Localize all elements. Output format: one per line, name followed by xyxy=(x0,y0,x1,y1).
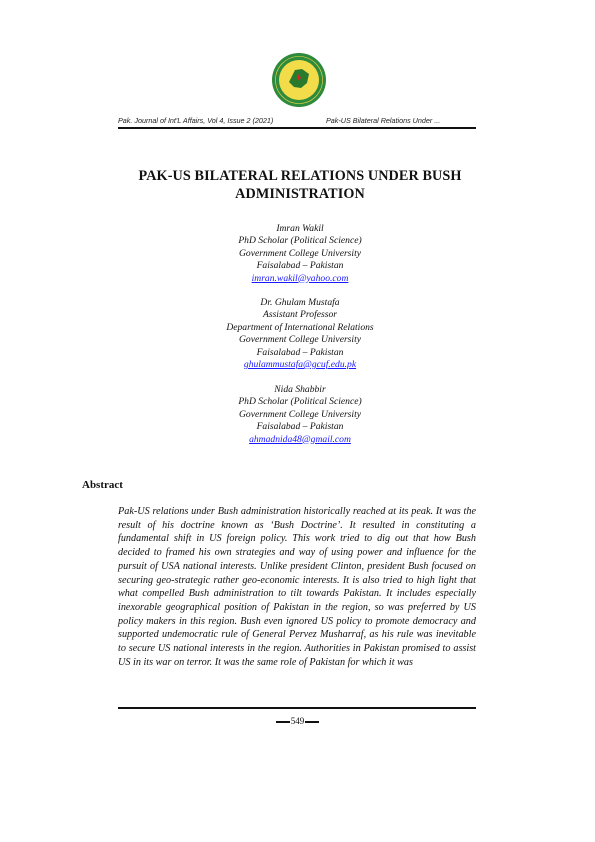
author-affiliation-line: Government College University xyxy=(238,408,362,420)
author-affiliation-line: Faisalabad – Pakistan xyxy=(256,421,344,433)
running-header-short-title: Pak-US Bilateral Relations Under ... xyxy=(326,116,441,125)
author-email-link[interactable]: imran.wakil@yahoo.com xyxy=(251,272,349,284)
author-affiliation-line: Assistant Professor xyxy=(262,309,337,321)
author-affiliation-line: PhD Scholar (Political Science) xyxy=(238,396,362,408)
paper-title xyxy=(100,167,500,203)
abstract-heading: Abstract xyxy=(82,479,123,491)
author-affiliation-line: PhD Scholar (Political Science) xyxy=(238,235,362,247)
paper-title-line-2: ADMINISTRATION xyxy=(235,186,365,202)
page-number xyxy=(0,716,595,726)
header-rule xyxy=(118,127,476,129)
author-block-1 xyxy=(150,223,450,285)
running-header-journal: Pak. Journal of Int'L Affairs, Vol 4, Issue 2 (2021) xyxy=(118,116,274,125)
author-name: Imran Wakil xyxy=(276,223,324,234)
author-name: Dr. Ghulam Mustafa xyxy=(260,297,340,308)
author-email-link[interactable]: ghulammustafa@gcuf.edu.pk xyxy=(243,359,357,371)
author-email-link[interactable]: ahmadnida48@gmail.com xyxy=(249,433,351,445)
author-name: Nida Shabbir xyxy=(274,384,326,395)
page-number-value: 549 xyxy=(290,716,305,726)
author-affiliation-line: Faisalabad – Pakistan xyxy=(256,260,344,272)
author-affiliation-line: Government College University xyxy=(238,334,362,346)
author-block-2 xyxy=(150,297,450,371)
page-number-dash-left xyxy=(276,721,290,723)
author-block-3 xyxy=(150,384,450,446)
abstract-body: Pak-US relations under Bush administration historically reached at its peak. It was the result of his doctrine known as ‘Bush Doctrine’. It resulted in constituting a fundamental shift in US foreign policy. This work tried to dig out that how Bush decided to framed his own strategies and way of using power and influence for the pursuit of USA national interests. Unlike president Clinton, president Bush focused on securing geo-strategic rather geo-economic interests. It is also tried to high light that what compelled Bush administration to tilt towards Pakistan. It includes especially inexorable geographical position of Pakistan in the region, so was preferred by US policy makers in this region. Bush even ignored US policy to promote democracy and supported undemocratic rule of General Pervez Musharraf, as his rule was inevitable to secure US national interests in the region. Authorities in Pakistan promised to assist US in its war on terror. It was the same role of Pakistan for which it was xyxy=(118,506,476,668)
author-affiliation-line: Government College University xyxy=(238,247,362,259)
footer-rule xyxy=(118,707,476,709)
author-affiliation-line: Department of International Relations xyxy=(226,321,374,333)
page-number-dash-right xyxy=(305,721,319,723)
author-affiliation-line: Faisalabad – Pakistan xyxy=(256,346,344,358)
journal-logo xyxy=(271,52,327,108)
paper-title-line-1: PAK-US BILATERAL RELATIONS UNDER BUSH xyxy=(138,168,462,184)
